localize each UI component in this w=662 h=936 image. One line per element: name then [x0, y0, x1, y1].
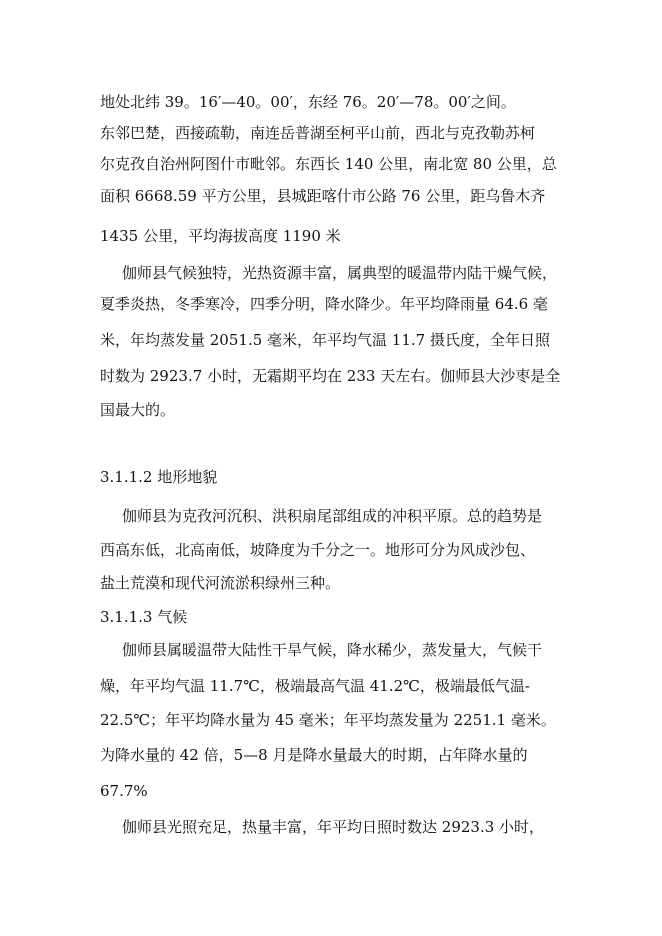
climate-overview-line-5: 国最大的。 [100, 401, 176, 419]
section-heading-climate: 3.1.1.3 气候 [100, 608, 188, 626]
location-line-2: 东邻巴楚，西接疏勒，南连岳普湖至柯平山前，西北与克孜勒苏柯 [100, 124, 536, 142]
climate-line-2: 燥，年平均气温 11.7℃，极端最高气温 41.2℃，极端最低气温- [100, 677, 530, 695]
climate-overview-line-4: 时数为 2923.7 小时，无霜期平均在 233 天左右。伽师县大沙枣是全 [100, 367, 561, 385]
climate-overview-line-2: 夏季炎热，冬季寒冷，四季分明，降水降少。年平均降雨量 64.6 毫 [100, 295, 548, 313]
climate-overview-line-1: 伽师县气候独特，光热资源丰富，属典型的暖温带内陆干燥气候， [122, 264, 558, 282]
climate-line-5: 67.7% [100, 782, 148, 800]
terrain-line-2: 西高东低，北高南低，坡降度为千分之一。地形可分为风成沙包、 [100, 541, 536, 559]
climate-line-3: 22.5℃；年平均降水量为 45 毫米；年平均蒸发量为 2251.1 毫米。 [100, 711, 556, 729]
location-line-5: 1435 公里，平均海拔高度 1190 米 [100, 227, 341, 245]
location-line-4: 面积 6668.59 平方公里，县城距喀什市公路 76 公里，距乌鲁木齐 [100, 187, 546, 205]
climate-line-4: 为降水量的 42 倍，5—8 月是降水量最大的时期，占年降水量的 [100, 746, 528, 764]
climate-overview-line-3: 米，年均蒸发量 2051.5 毫米，年平均气温 11.7 摄氏度，全年日照 [100, 331, 550, 349]
location-line-1: 地处北纬 39。16′—40。00′，东经 76。20′—78。00′之间。 [100, 93, 516, 111]
terrain-line-1: 伽师县为克孜河沉积、洪积扇尾部组成的冲积平原。总的趋势是 [122, 507, 543, 525]
climate-line-1: 伽师县属暖温带大陆性干旱气候，降水稀少，蒸发量大，气候干 [122, 641, 543, 659]
location-line-3: 尔克孜自治州阿图什市毗邻。东西长 140 公里，南北宽 80 公里，总 [100, 155, 557, 173]
sunshine-line-1: 伽师县光照充足，热量丰富，年平均日照时数达 2923.3 小时， [122, 818, 545, 836]
terrain-line-3: 盐土荒漠和现代河流淤积绿州三种。 [100, 574, 341, 592]
section-heading-terrain: 3.1.1.2 地形地貌 [100, 468, 218, 486]
